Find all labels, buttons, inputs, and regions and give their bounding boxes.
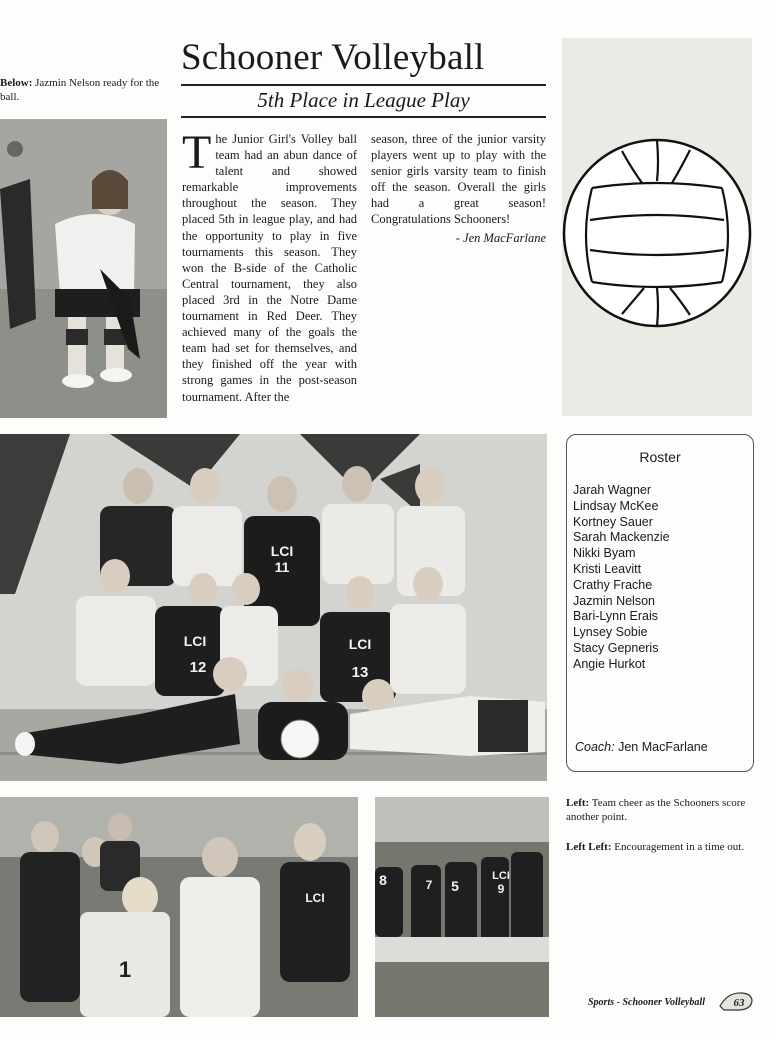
photo-player-ready [0,119,167,418]
footer-title: Schooner Volleyball [622,997,705,1008]
story-text-2: season, three of the junior varsity players went up to play with the senior girls varsity team to finish off the season. Overall the girls had a great season! Congratulations Schooners! [371,132,546,227]
jersey-lci-timeout: LCI [305,891,325,905]
jersey-number-13: 13 [351,664,369,681]
jersey-number-1: 1 [118,957,132,982]
jersey-lci-cheer: LCI [492,870,510,882]
jersey-number-9: 9 [497,882,505,896]
footer-section: Sports [588,997,615,1008]
roster-title: Roster [639,449,681,465]
caption-label: Left Left: [566,841,612,853]
roster-player: Lindsay McKee [573,498,659,513]
photo-player-ready-art [0,119,167,418]
title-rule-bottom [181,116,546,118]
jersey-lci-left: LCI [183,633,207,649]
volleyball-icon [562,38,752,416]
jersey-number-7: 7 [425,878,433,892]
coach-label: Coach: [575,740,615,754]
roster-player: Kristi Leavitt [573,561,642,576]
roster-player: Kortney Sauer [573,514,653,529]
roster-player: Bari-Lynn Erais [573,609,658,624]
roster-player: Nikki Byam [573,546,636,561]
jersey-number-5: 5 [451,878,459,894]
jersey-lci-right: LCI [348,636,372,652]
roster-player: Crathy Frache [573,577,653,592]
roster-coach [575,740,708,754]
caption-body: Team cheer as the Schooners score another point. [566,797,746,823]
photo-team [0,434,547,781]
story-column-2 [371,131,546,246]
volleyball-graphic-panel [562,38,752,416]
roster-player: Angie Hurkot [573,656,646,671]
caption-body: Encouragement in a time out. [611,841,745,853]
caption-body: Jazmin Nelson ready for the ball. [0,77,160,103]
story-dropcap: T [182,126,212,179]
roster-player: Jazmin Nelson [573,593,655,608]
photo-timeout [0,797,358,1017]
photo-timeout-art [0,797,358,1017]
page-footer [588,997,705,1008]
photo-caption-left-left [566,840,766,854]
page-number-badge [718,990,754,1012]
roster-player: Sarah Mackenzie [573,530,670,545]
story-byline: - Jen MacFarlane [455,230,546,245]
page-title: Schooner Volleyball [181,37,485,78]
jersey-number-11: 11 [274,559,290,575]
roster-panel [566,434,754,772]
roster-player: Lynsey Sobie [573,625,648,640]
jersey-number-12: 12 [189,659,207,676]
jersey-number-8: 8 [379,872,387,888]
jersey-lci-center: LCI [270,543,294,559]
roster-list [573,483,670,673]
photo-team-cheer [375,797,549,1017]
page-subtitle: 5th Place in League Play [257,88,470,112]
story-text-1: he Junior Girl's Volley ball team had an abun dance of talent and showed remarkable improvements throughout the season. They placed 5th in league play, and had the opportunity to play in five tournaments this season. They won the B-side of the Catholic Central tournament, they also placed 3rd in the Notre Dame tournament in Red Deer. They achieved many of the goals the team had set for themselves, and they finished off the year with strong games in the post-season tournament. After the [182,132,357,404]
roster-player: Jarah Wagner [573,483,652,497]
caption-label: Left: [566,797,590,809]
roster-player: Stacy Gepneris [573,640,659,655]
photo-team-art [0,434,547,781]
photo-caption-left [566,796,766,824]
page-number: 63 [733,997,745,1009]
caption-label: Below: [0,77,33,89]
photo-team-cheer-art [375,797,549,1017]
story-column-1 [182,126,357,405]
coach-name: Jen MacFarlane [614,740,708,754]
page-number-icon [718,990,754,1012]
title-rule-top [181,84,546,86]
footer-separator: - [614,997,623,1008]
photo-caption-below [0,76,170,104]
